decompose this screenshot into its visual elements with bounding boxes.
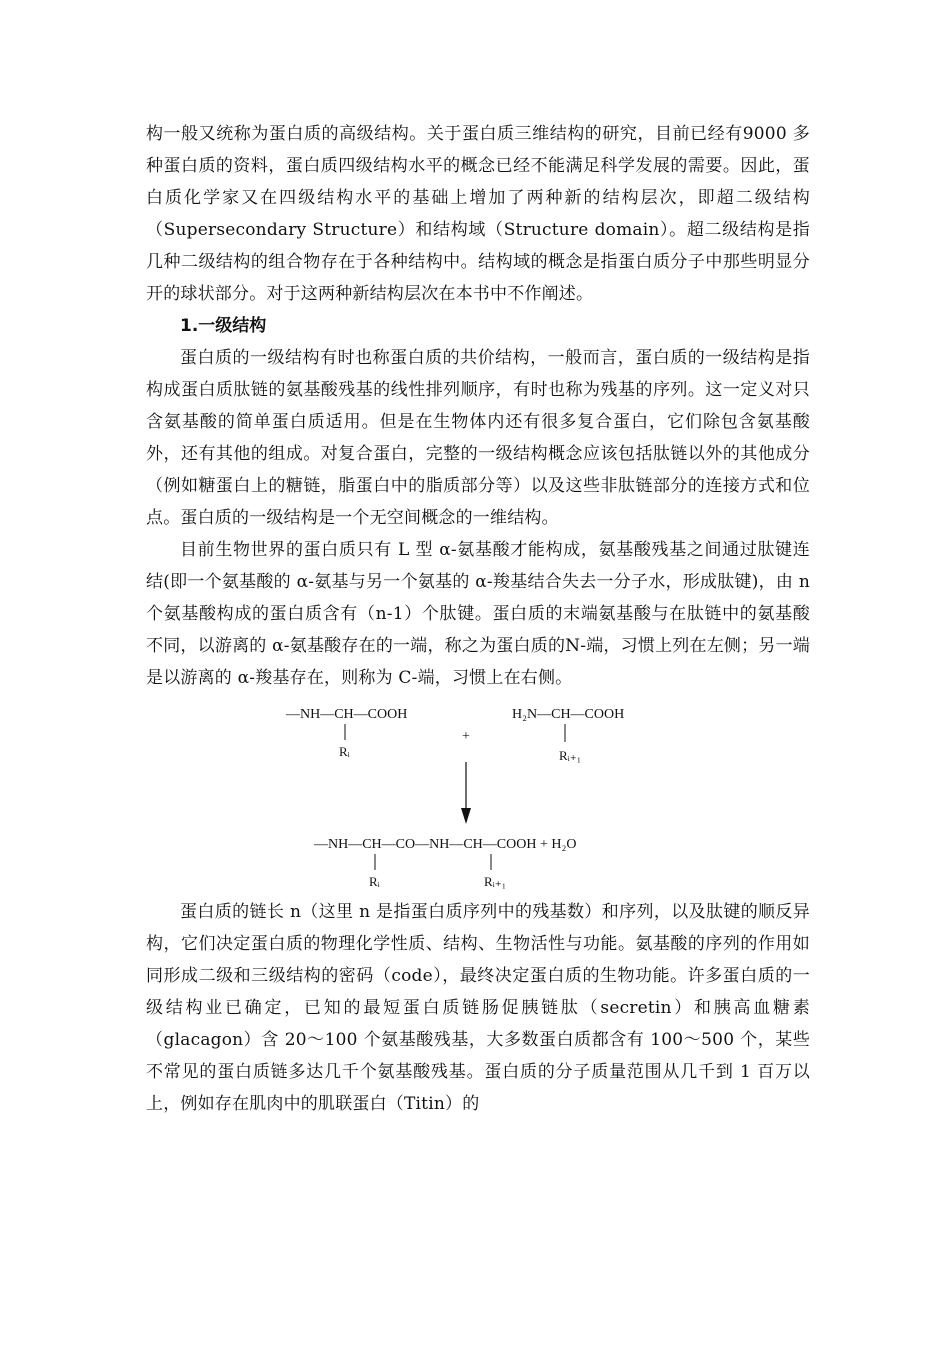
product-side-chain-1: Rᵢ: [369, 874, 380, 889]
peptide-bond-reaction-figure: [146, 696, 810, 896]
paragraph-primary-definition: 蛋白质的一级结构有时也称蛋白质的共价结构，一般而言，蛋白质的一级结构是指构成蛋白质肽链的氨基酸残基的线性排列顺序，有时也称为残基的序列。这一定义对只含氨基酸的简单蛋白质适用。但是在生物体内还有很多复合蛋白，它们除包含氨基酸外，还有其他的组成。对复合蛋白，完整的一级结构概念应该包括肽链以外的其他成分（例如糖蛋白上的糖链，脂蛋白中的脂质部分等）以及这些非肽链部分的连接方式和位点。蛋白质的一级结构是一个无空间概念的一维结构。: [146, 348, 810, 528]
paragraph-peptide-bond: 目前生物世界的蛋白质只有 L 型 α-氨基酸才能构成，氨基酸残基之间通过肽键连结(即一个氨基酸的 α-氨基与另一个氨基的 α-羧基结合失去一分子水，形成肽键)，由 n 个氨基酸构成的蛋白质含有（n-1）个肽键。蛋白质的末端氨基酸与在肽链中的氨基酸不同，以游离的 α-氨基酸存在的一端，称之为蛋白质的N-端，习惯上列在左侧；另一端是以游离的 α-羧基存在，则称为 C-端，习惯上在右侧。: [146, 540, 810, 688]
reaction-arrow-head: [461, 808, 471, 824]
paragraph-chain-length: 蛋白质的链长 n（这里 n 是指蛋白质序列中的残基数）和序列，以及肽键的顺反异构，它们决定蛋白质的物理化学性质、结构、生物活性与功能。氨基酸的序列的作用如同形成二级和三级结构的密码（code），最终决定蛋白质的生物功能。许多蛋白质的一级结构业已确定，已知的最短蛋白质链肠促胰链肽（secretin）和胰高血糖素（glacagon）含 20～100 个氨基酸残基，大多数蛋白质都含有 100～500 个，某些不常见的蛋白质链多达几千个氨基酸残基。蛋白质的分子质量范围从几千到 1 百万以上，例如存在肌肉中的肌联蛋白（Titin）的: [146, 902, 810, 1114]
plus-sign: +: [462, 729, 470, 744]
reactant-1-formula: —NH—CH—COOH: [286, 707, 408, 722]
reactant-2-formula: H₂N—CH—COOH: [512, 707, 625, 722]
page-body: [146, 118, 810, 1120]
reactant-2-side-chain: Rᵢ₊₁: [559, 748, 582, 763]
product-side-chain-2: Rᵢ₊₁: [484, 874, 507, 889]
product-formula: —NH—CH—CO—NH—CH—COOH + H₂O: [314, 837, 577, 852]
paragraph-intro: 构一般又统称为蛋白质的高级结构。关于蛋白质三维结构的研究，目前已经有9000 多种蛋白质的资料，蛋白质四级结构水平的概念已经不能满足科学发展的需要。因此，蛋白质化学家又在四级结构水平的基础上增加了两种新的结构层次，即超二级结构（Supersecondary Structure）和结构域（Structure domain）。超二级结构是指几种二级结构的组合物存在于各种结构中。结构域的概念是指蛋白质分子中那些明显分开的球状部分。对于这两种新结构层次在本书中不作阐述。: [146, 124, 810, 304]
section-heading-primary-structure: 1.一级结构: [180, 316, 267, 336]
reaction-diagram: [146, 696, 810, 896]
reactant-1-side-chain: Rᵢ: [339, 744, 350, 759]
